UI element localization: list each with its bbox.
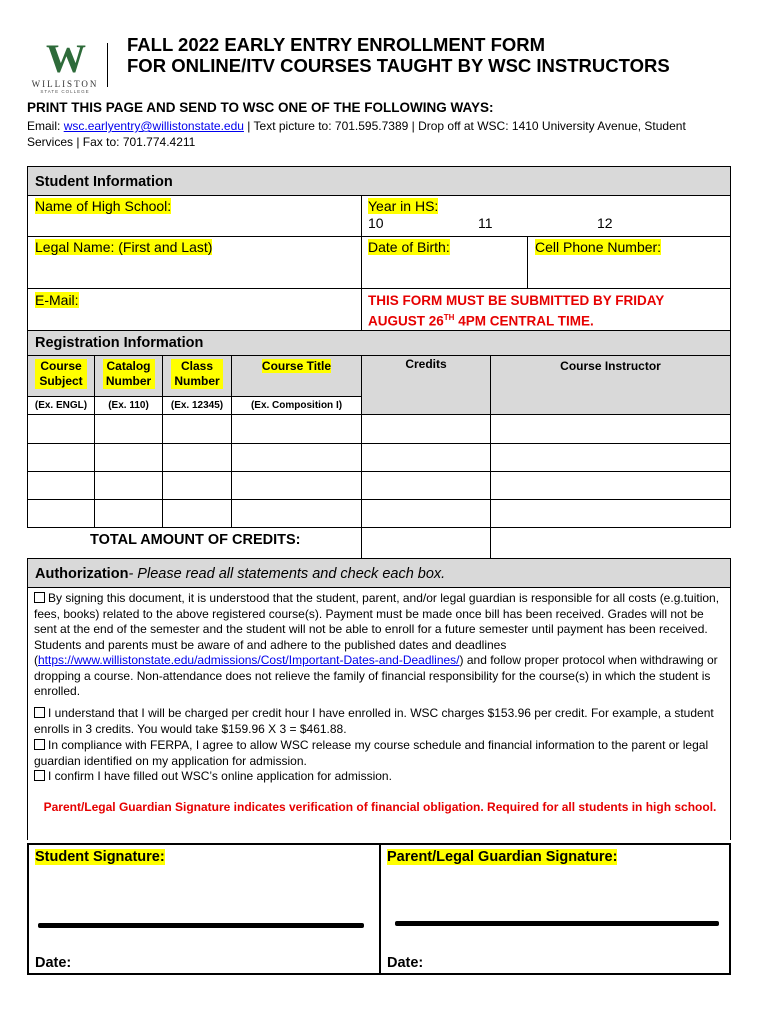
statement-ferpa: In compliance with FERPA, I agree to allow WSC release my course schedule and financial information to the parent or legal guardian identified on my application for admission.: [34, 738, 709, 768]
registration-title: Registration Information: [35, 335, 204, 351]
student-date-label: Date:: [35, 955, 72, 971]
example-catalog: (Ex. 110): [94, 396, 163, 415]
col-class-number-label: Class Number: [171, 359, 223, 389]
student-info-header: [27, 166, 731, 196]
col-course-title-label: Course Title: [261, 359, 332, 373]
logo-letter: W: [46, 36, 82, 81]
col-catalog-number-label: Catalog Number: [103, 359, 155, 389]
student-signature-line: [38, 923, 364, 928]
col-credits-label: Credits: [405, 357, 447, 371]
email-label: Email:: [27, 119, 64, 133]
col-course-title: [231, 355, 362, 397]
contact-methods: | Text picture to: 701.595.7389 | Drop off at WSC: 1410 University Avenue, Student Services | Fax to: 701.774.4211: [27, 119, 686, 149]
row-divider: [162, 414, 163, 528]
table-row[interactable]: [27, 414, 731, 444]
checkbox-application[interactable]: [34, 770, 45, 781]
dob-label: Date of Birth:: [368, 239, 450, 255]
col-course-instructor: [490, 355, 731, 415]
legal-name-label: Legal Name: (First and Last): [35, 239, 213, 255]
example-class: (Ex. 12345): [162, 396, 232, 415]
year-option-11[interactable]: 11: [478, 215, 493, 231]
total-credits-label: TOTAL AMOUNT OF CREDITS:: [90, 532, 301, 548]
row-divider: [490, 414, 491, 528]
parent-signature-label: Parent/Legal Guardian Signature:: [387, 849, 618, 865]
authorization-header: [27, 558, 731, 588]
table-row[interactable]: [27, 471, 731, 500]
year-in-hs-field[interactable]: [361, 195, 731, 237]
high-school-label: Name of High School:: [35, 198, 172, 214]
college-logo: [30, 36, 110, 98]
high-school-field[interactable]: [27, 195, 362, 237]
parent-signature-line: [395, 921, 719, 926]
example-title: (Ex. Composition I): [231, 396, 362, 415]
student-signature-label: Student Signature:: [35, 849, 165, 865]
checkbox-ferpa[interactable]: [34, 739, 45, 750]
email-field[interactable]: [27, 288, 362, 331]
col-class-number: [162, 355, 232, 397]
date-of-birth-field[interactable]: [361, 236, 528, 289]
email-field-label: E-Mail:: [35, 292, 79, 308]
row-divider: [361, 414, 362, 528]
col-catalog-number: [94, 355, 163, 397]
instructions-heading: PRINT THIS PAGE AND SEND TO WSC ONE OF THE FOLLOWING WAYS:: [27, 100, 494, 115]
year-option-12[interactable]: 12: [597, 215, 613, 231]
row-divider: [231, 414, 232, 528]
deadline-notice: [361, 288, 731, 331]
legal-name-field[interactable]: [27, 236, 362, 289]
parent-signature-box[interactable]: [379, 843, 731, 975]
form-title-line1: FALL 2022 EARLY ENTRY ENROLLMENT FORM: [127, 34, 546, 55]
logo-divider: [107, 43, 108, 87]
year-label: Year in HS:: [368, 198, 439, 214]
deadline-sup: TH: [443, 313, 455, 322]
col-course-subject-label: Course Subject: [35, 359, 87, 389]
deadline-line1: THIS FORM MUST BE SUBMITTED BY FRIDAY: [368, 293, 665, 308]
student-info-title: Student Information: [35, 174, 173, 190]
checkbox-charges[interactable]: [34, 707, 45, 718]
col-course-subject: [27, 355, 95, 397]
statement-application: I confirm I have filled out WSC’s online application for admission.: [34, 769, 724, 785]
table-row[interactable]: [27, 499, 731, 528]
email-link[interactable]: wsc.earlyentry@willistonstate.edu: [63, 119, 244, 133]
statement-charges: I understand that I will be charged per credit hour I have enrolled in. WSC charges $153.96 per credit. For example, a student enrolls in 3 credits. You would take $159.96 X 3 = $461.88.: [34, 706, 714, 736]
col-course-instructor-label: Course Instructor: [560, 359, 661, 373]
checkbox-financial[interactable]: [34, 592, 45, 603]
logo-name: WILLISTON: [31, 79, 99, 89]
col-credits: [361, 355, 491, 415]
year-option-10[interactable]: 10: [368, 215, 384, 231]
instructions-text: [27, 119, 727, 150]
form-title-line2: FOR ONLINE/ITV COURSES TAUGHT BY WSC INSTRUCTORS: [127, 55, 670, 76]
authorization-note: - Please read all statements and check each box.: [128, 566, 446, 582]
row-divider: [94, 414, 95, 528]
table-row[interactable]: [27, 443, 731, 472]
example-subject: (Ex. ENGL): [27, 396, 95, 415]
logo-subtitle: STATE COLLEGE: [40, 89, 90, 94]
cell-phone-field[interactable]: [527, 236, 731, 289]
deadline-date: AUGUST 26: [368, 313, 444, 329]
registration-header: [27, 330, 731, 356]
authorization-title: Authorization: [35, 566, 129, 582]
cell-phone-label: Cell Phone Number:: [535, 239, 662, 255]
total-credits-input[interactable]: [361, 527, 491, 559]
guardian-notice: Parent/Legal Guardian Signature indicates verification of financial obligation. Required for all students in high school.: [43, 800, 717, 814]
deadline-time: 4PM CENTRAL TIME.: [454, 313, 594, 329]
statement-financial: By signing this document, it is understood that the student, parent, and/or legal guardian is responsible for all costs (e.g.tuition, fees, books) related to the above registered course(s). Payment must be made once bill has been received. Grades will not be sent at the end of the semester and the student will not be able to enroll for a future semester until payment has been received. Students and parents must be aware of and adhere to the published dates and deadlines (https://www.willistonstate.edu/admissions/Cost/Important-Dates-and-Deadlines/) and follow proper protocol when withdrawing or dropping a course. Non-attendance does not relieve the family of financial responsibility for the course(s) in which the student is enrolled.: [34, 591, 720, 698]
deadlines-link[interactable]: https://www.willistonstate.edu/admissions/Cost/Important-Dates-and-Deadlines/: [38, 653, 460, 667]
student-signature-box[interactable]: [27, 843, 381, 975]
parent-date-label: Date:: [387, 955, 424, 971]
